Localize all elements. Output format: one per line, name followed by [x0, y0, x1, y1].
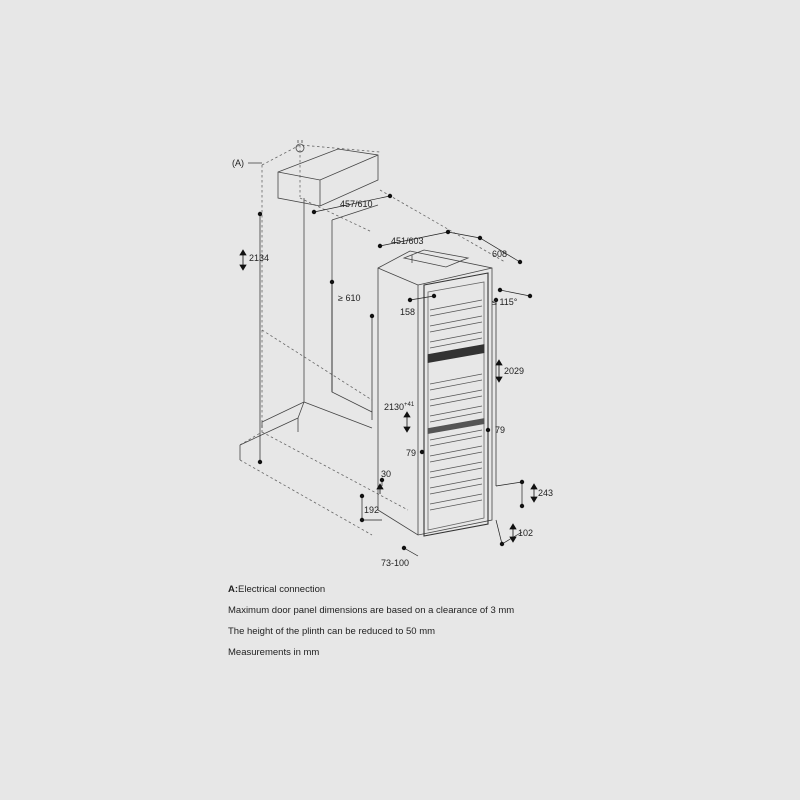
label-foot-height: 102: [518, 528, 534, 538]
dimension-dots: [258, 194, 532, 550]
label-plinth-depth: 192: [364, 505, 380, 515]
label-top-offset: 158: [400, 307, 416, 317]
label-door-angle: ≤ 115°: [492, 297, 518, 307]
label-appliance-depth: 608: [492, 249, 508, 259]
dimension-labels: [232, 158, 553, 568]
electrical-connection-icon: [248, 140, 304, 163]
label-appliance-width: 451/603: [391, 236, 424, 246]
label-appliance-height: 2029: [504, 366, 525, 376]
label-door-offset-right: 79: [495, 425, 506, 435]
note-units: Measurements in mm: [228, 647, 320, 658]
note-a-text: Electrical connection: [238, 584, 326, 595]
note-electrical-connection: [228, 584, 748, 596]
dimension-lines: [260, 196, 530, 556]
label-niche-depth: 457/610: [340, 199, 373, 209]
note-plinth: The height of the plinth can be reduced to 50 mm: [228, 626, 436, 637]
notes: [228, 584, 748, 668]
note-door-panel: Maximum door panel dimensions are based on a clearance of 3 mm: [228, 605, 515, 616]
niche-walls: [240, 198, 378, 460]
label-connection: (A): [232, 158, 244, 168]
label-foot-adjust: 73-100: [381, 558, 410, 568]
dimension-arrows: [240, 250, 537, 542]
label-plinth-height: 243: [538, 488, 554, 498]
label-total-height: $2130^{+41}$: [384, 402, 415, 412]
label-door-offset-left: 79: [406, 448, 417, 458]
shelves: [430, 300, 482, 510]
top-box: [278, 149, 378, 206]
control-panel-upper: [428, 345, 484, 363]
note-a-key: A:: [228, 584, 239, 595]
label-plinth-gap: 30: [381, 469, 392, 479]
label-niche-height: 2134: [249, 253, 270, 263]
label-min-depth: ≥ 610: [338, 293, 361, 303]
